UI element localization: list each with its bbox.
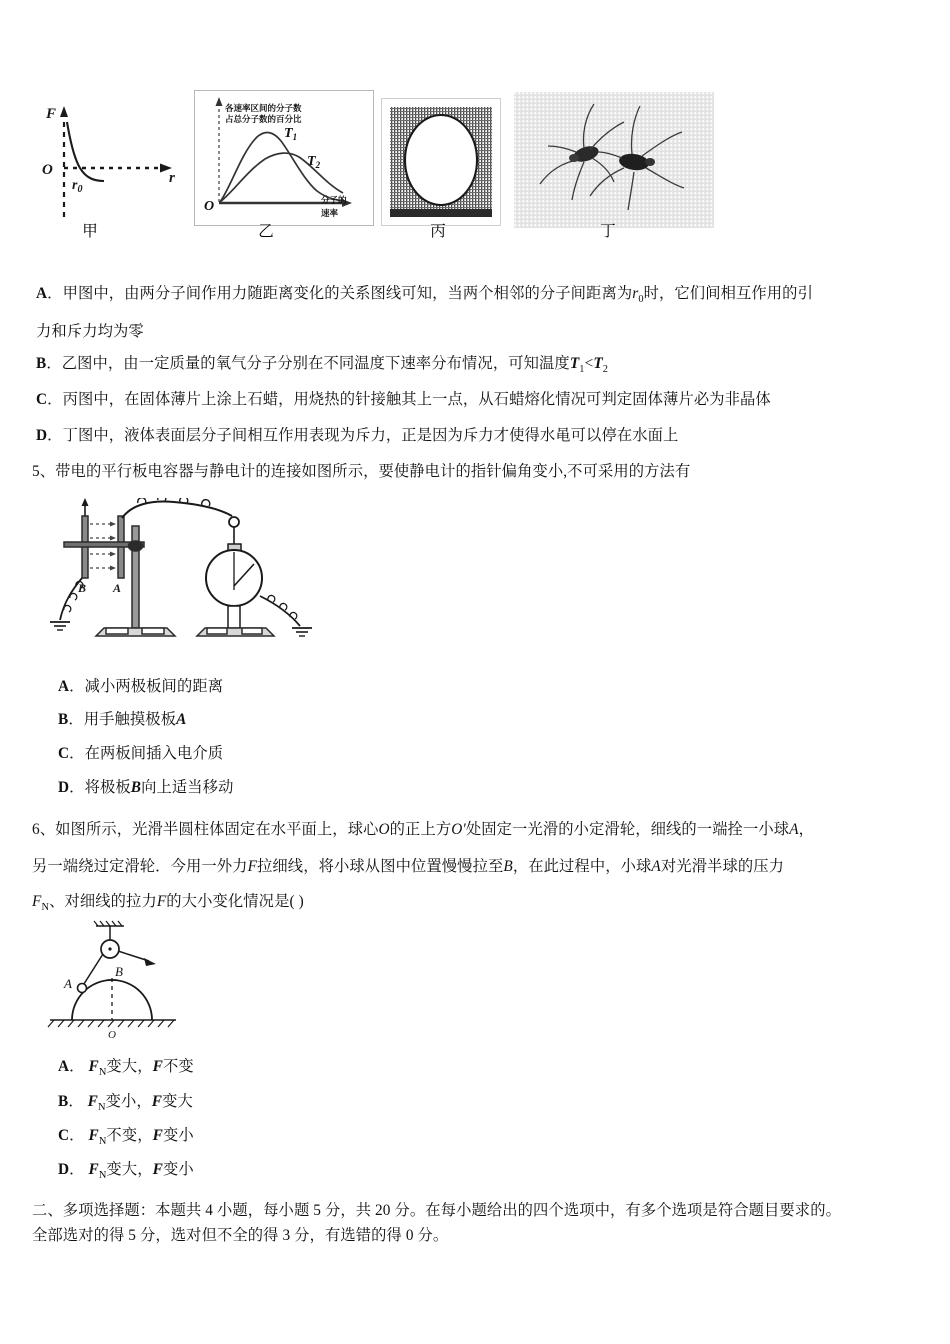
q6-option-c-text2: 变小	[162, 1127, 194, 1144]
q6-stem-l2-var1: F	[247, 858, 258, 875]
figure-caption-bing: 丙	[430, 223, 446, 240]
q6-stem-l1-var2: O′	[451, 821, 466, 838]
wax-melt-pattern-icon	[388, 105, 494, 219]
figure-yi-y-caption-line2: 占总分子数的百分比	[225, 115, 302, 125]
q6-stem-l1-var3: A	[789, 821, 799, 838]
q6-option-a-sym1-sub: N	[98, 1067, 107, 1079]
q4-option-b: B．乙图中，由一定质量的氧气分子分别在不同温度下速率分布情况，可知温度$T_1<T_2$	[36, 355, 609, 376]
q4-option-b-text1: 乙图中，由一定质量的氧气分子分别在不同温度下速率分布情况，可知温度	[61, 355, 570, 372]
figure-yi-x-caption-line1: 分子的	[321, 196, 347, 206]
q5-option-a: A．减小两极板间的距离	[58, 678, 224, 695]
q6-option-a: A． $F_N$变大，F不变	[58, 1058, 194, 1079]
q6-option-a-label: A	[58, 1058, 70, 1075]
q6-number: 6、	[32, 821, 56, 838]
q6-option-d-sym2: F	[152, 1161, 163, 1178]
figure-caption-yi: 乙	[258, 223, 274, 240]
q6-stem-l3a: 、对细线的拉力	[49, 893, 157, 910]
q4-option-a-var-sub: 0	[638, 294, 644, 306]
q6-stem-l1b: 的正上方	[389, 821, 452, 838]
q6-option-b-text2: 变大	[162, 1093, 193, 1110]
q6-option-a-text1: 变大，	[106, 1058, 153, 1075]
q4-option-b-sym2-sub: 2	[602, 364, 609, 376]
figure-q6-point-b-label: B	[115, 964, 123, 979]
q5-stem	[32, 460, 927, 483]
q6-stem-line3	[32, 890, 932, 919]
q6-stem-l1d: ，	[798, 821, 815, 838]
figure-jia-y-label: F	[46, 106, 57, 122]
q6-option-c-sym1: F	[88, 1127, 99, 1144]
q4-option-b-relation: <	[584, 355, 594, 372]
q6-option-b-text1: 变小，	[105, 1093, 152, 1110]
q4-option-a-label: A	[36, 285, 48, 302]
q4-option-a: A．甲图中，由两分子间作用力随距离变化的关系图线可知，当两个相邻的分子间距离为$r_0$时，它们间相互作用的引	[36, 285, 813, 306]
q6-stem-l2-var2: B	[503, 858, 513, 875]
q6-stem-l2b: 拉细线，将小球从图中位置慢慢拉至	[257, 858, 504, 875]
q6-stem-l3-var1: F	[32, 893, 42, 910]
figure-q5-capacitor-electroscope	[42, 498, 332, 648]
q6-option-c-text1: 不变，	[106, 1127, 153, 1144]
figure-yi-y-caption-line1: 各速率区间的分子数	[225, 104, 302, 114]
q4-option-c-label: C	[36, 391, 48, 408]
figure-q6-semicircle-pulley	[36, 920, 251, 1040]
q4-option-d-text: 丁图中，液体表面层分子间相互作用表现为斥力，正是因为斥力才使得水黾可以停在水面上	[62, 427, 679, 444]
q6-option-b-label: B	[58, 1093, 69, 1110]
figure-jia-origin-label: O	[42, 162, 53, 178]
q6-option-d-text1: 变大，	[106, 1161, 153, 1178]
q6-stem-l2c: ，在此过程中，小球	[512, 858, 652, 875]
q6-option-b-sym1: F	[87, 1093, 98, 1110]
q6-stem-l3-var1-sub: N	[41, 902, 50, 914]
q6-option-c-sym2: F	[152, 1127, 163, 1144]
q6-stem-l2a: 另一端绕过定滑轮．今用一外力	[32, 858, 248, 875]
figure-jia-x-label: r	[169, 170, 175, 186]
water-strider-photo-icon	[514, 92, 714, 228]
q6-option-a-sym2: F	[152, 1058, 163, 1075]
q4-option-b-sym2: T	[593, 355, 603, 372]
figure-caption-row	[36, 222, 696, 248]
section2-instructions-line2: 全部选对的得 5 分，选对但不全的得 3 分，有选错的得 0 分。	[32, 1227, 449, 1244]
q5-option-d: D．将极板B向上适当移动	[58, 779, 234, 796]
q6-option-d-text2: 变小	[162, 1161, 194, 1178]
q6-option-d-label: D	[58, 1161, 70, 1178]
figure-caption-jia: 甲	[82, 223, 98, 240]
q5-option-d-text1: 将极板	[84, 779, 131, 796]
section2-instructions-line1: 二、多项选择题：本题共 4 小题，每小题 5 分，共 20 分。在每小题给出的四个选项中，有多个选项是符合题目要求的。	[32, 1202, 841, 1219]
q6-option-c-label: C	[58, 1127, 70, 1144]
q4-option-a-text1: 甲图中，由两分子间作用力随距离变化的关系图线可知，当两个相邻的分子间距离为	[62, 285, 633, 302]
q5-option-d-text2: 向上适当移动	[141, 779, 234, 796]
figure-row	[36, 88, 696, 238]
q6-stem-l2-var3: A	[651, 858, 661, 875]
q6-option-d-sym1-sub: N	[98, 1170, 107, 1182]
q4-option-c: C．丙图中，在固体薄片上涂上石蜡，用烧热的针接触其上一点，从石蜡熔化情况可判定固体薄片必为非晶体	[36, 391, 771, 408]
q6-stem-l3b: 的大小变化情况是( )	[166, 893, 304, 910]
q4-option-b-sym1-sub: 1	[579, 364, 585, 376]
figure-yi-speed-distribution	[194, 90, 374, 226]
q5-option-d-var: B	[130, 779, 142, 796]
q4-option-a-line2: 力和斥力均为零	[36, 323, 144, 340]
q5-option-c-label: C	[58, 745, 70, 762]
q4-option-a-var: r	[632, 285, 639, 302]
q4-option-d: D．丁图中，液体表面层分子间相互作用表现为斥力，正是因为斥力才使得水黾可以停在水面上	[36, 427, 679, 444]
figure-yi-t2-label: $T_2$	[307, 154, 321, 170]
q5-option-b: B．用手触摸极板A	[58, 711, 187, 728]
q6-option-d: D． $F_N$变大，F变小	[58, 1161, 194, 1182]
q5-option-b-var: A	[176, 711, 187, 728]
q5-option-b-text: 用手触摸极板	[83, 711, 177, 728]
q5-option-a-text: 减小两极板间的距离	[84, 678, 224, 695]
q5-option-a-label: A	[58, 678, 70, 695]
q5-option-c: C．在两板间插入电介质	[58, 745, 224, 762]
figure-yi-t1-label: $T_1$	[284, 126, 298, 142]
figure-bing-wax-plate	[381, 98, 501, 226]
q6-option-b-sym2: F	[151, 1093, 163, 1110]
figure-q5-plate-a-label: A	[113, 581, 122, 595]
q5-option-b-label: B	[58, 711, 69, 728]
q4-option-c-text: 丙图中，在固体薄片上涂上石蜡，用烧热的针接触其上一点，从石蜡熔化情况可判定固体薄片必为非晶体	[62, 391, 771, 408]
q6-stem-l2d: 对光滑半球的压力	[660, 858, 785, 875]
q6-option-a-text2: 不变	[162, 1058, 194, 1075]
q5-stem-text: 带电的平行板电容器与静电计的连接如图所示，要使静电计的指针偏角变小,不可采用的方法有	[55, 463, 691, 480]
q5-option-d-label: D	[58, 779, 70, 796]
q5-option-c-text: 在两板间插入电介质	[84, 745, 224, 762]
figure-yi-x-caption-line2: 速率	[321, 209, 339, 219]
q4-option-d-label: D	[36, 427, 48, 444]
figure-jia-r0-label: $r_0$	[72, 178, 83, 195]
figure-jia-force-distance	[36, 96, 191, 226]
ball-a-icon	[78, 984, 87, 993]
q6-option-b: B． $F_N$变小，F变大	[58, 1093, 193, 1114]
figure-caption-ding: 丁	[600, 223, 616, 240]
q6-option-b-sym1-sub: N	[97, 1102, 106, 1114]
q6-stem-line1	[32, 818, 932, 841]
figure-q5-plate-b-label: B	[78, 581, 87, 595]
figure-q6-center-label: O	[108, 1029, 116, 1040]
q4-option-b-sym1: T	[569, 355, 580, 372]
q6-option-a-sym1: F	[88, 1058, 99, 1075]
q6-stem-l1-var1: O	[378, 821, 390, 838]
q4-option-b-label: B	[36, 355, 47, 372]
q6-stem-line2	[32, 855, 932, 878]
figure-yi-origin-label: O	[204, 199, 215, 214]
q6-stem-l1c: 处固定一光滑的小定滑轮，细线的一端拴一小球	[465, 821, 790, 838]
q6-option-c-sym1-sub: N	[98, 1136, 107, 1148]
q6-stem-l3-var2: F	[156, 893, 167, 910]
figure-q6-ball-label: A	[64, 976, 72, 991]
q5-number: 5、	[32, 463, 56, 480]
q6-option-c: C． $F_N$不变，F变小	[58, 1127, 194, 1148]
q6-option-d-sym1: F	[88, 1161, 99, 1178]
q6-stem-l1a: 如图所示，光滑半圆柱体固定在水平面上，球心	[55, 821, 379, 838]
q4-option-a-text2: 时，它们间相互作用的引	[643, 285, 813, 302]
figure-ding-water-striders	[514, 92, 714, 228]
